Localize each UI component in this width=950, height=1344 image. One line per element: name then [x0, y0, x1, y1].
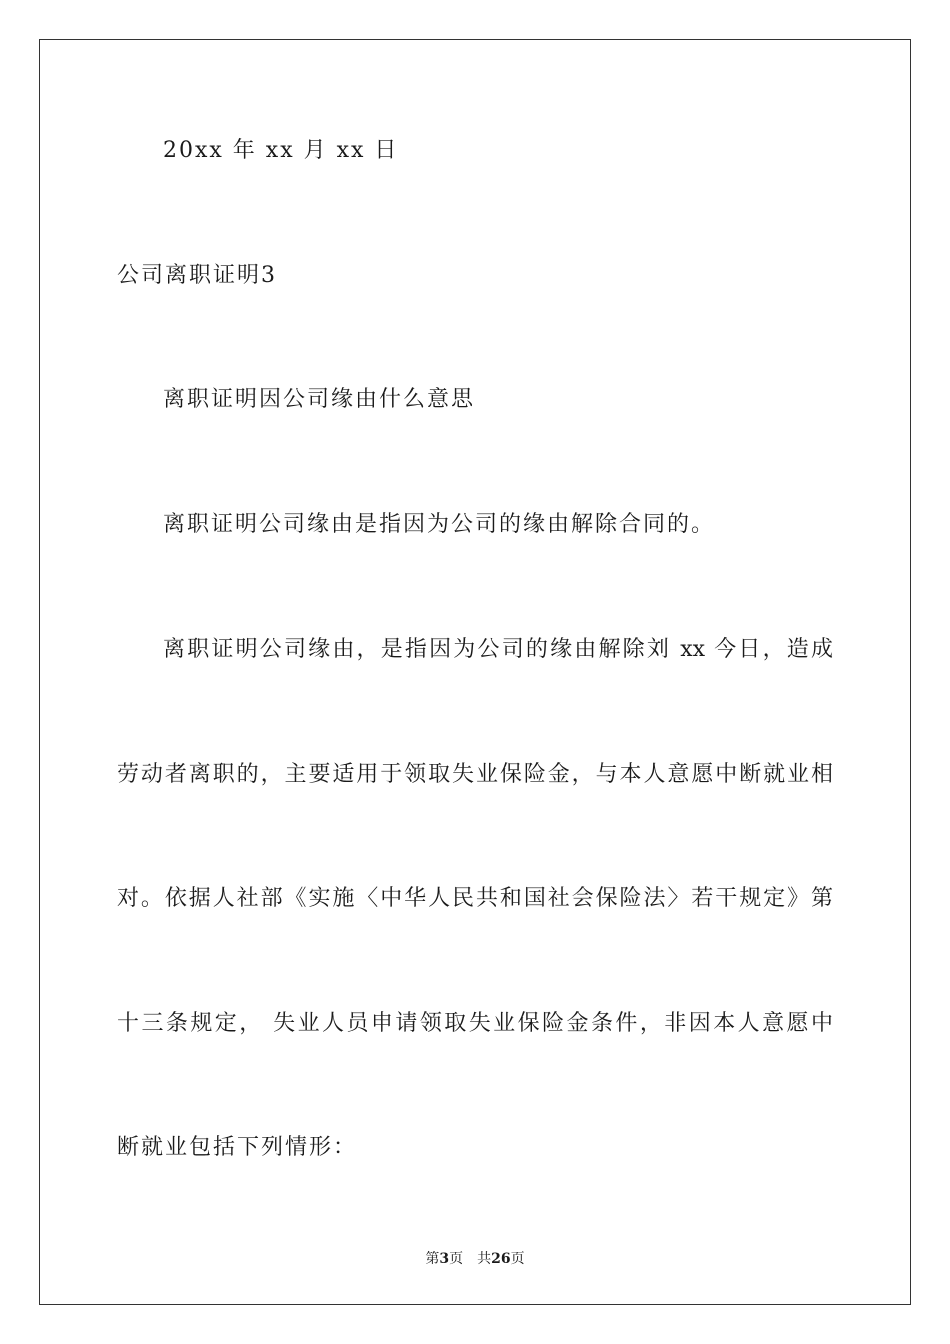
paragraph-line: 对。依据人社部《实施〈中华人民共和国社会保险法〉若干规定》第 — [117, 886, 833, 911]
page-footer — [0, 1250, 950, 1268]
section-title: 公司离职证明3 — [117, 263, 277, 288]
page-suffix: 页 — [449, 1251, 464, 1267]
page-number: 3 — [439, 1251, 450, 1267]
question-heading: 离职证明因公司缘由什么意思 — [163, 387, 476, 412]
total-prefix: 共 — [477, 1251, 492, 1267]
page-border — [39, 39, 911, 1305]
total-suffix: 页 — [510, 1251, 525, 1267]
paragraph-line: 十三条规定， 失业人员申请领取失业保险金条件，非因本人意愿中 — [117, 1011, 833, 1036]
paragraph-line: 断就业包括下列情形： — [117, 1135, 358, 1160]
page-prefix: 第 — [425, 1251, 440, 1267]
paragraph-line: 离职证明公司缘由是指因为公司的缘由解除合同的。 — [163, 512, 716, 537]
total-pages: 26 — [491, 1251, 511, 1267]
paragraph-line: 离职证明公司缘由，是指因为公司的缘由解除刘 xx 今日，造成 — [163, 637, 833, 662]
date-line: 20xx 年 xx 月 xx 日 — [163, 138, 399, 163]
paragraph-line: 劳动者离职的，主要适用于领取失业保险金，与本人意愿中断就业相 — [117, 762, 833, 787]
